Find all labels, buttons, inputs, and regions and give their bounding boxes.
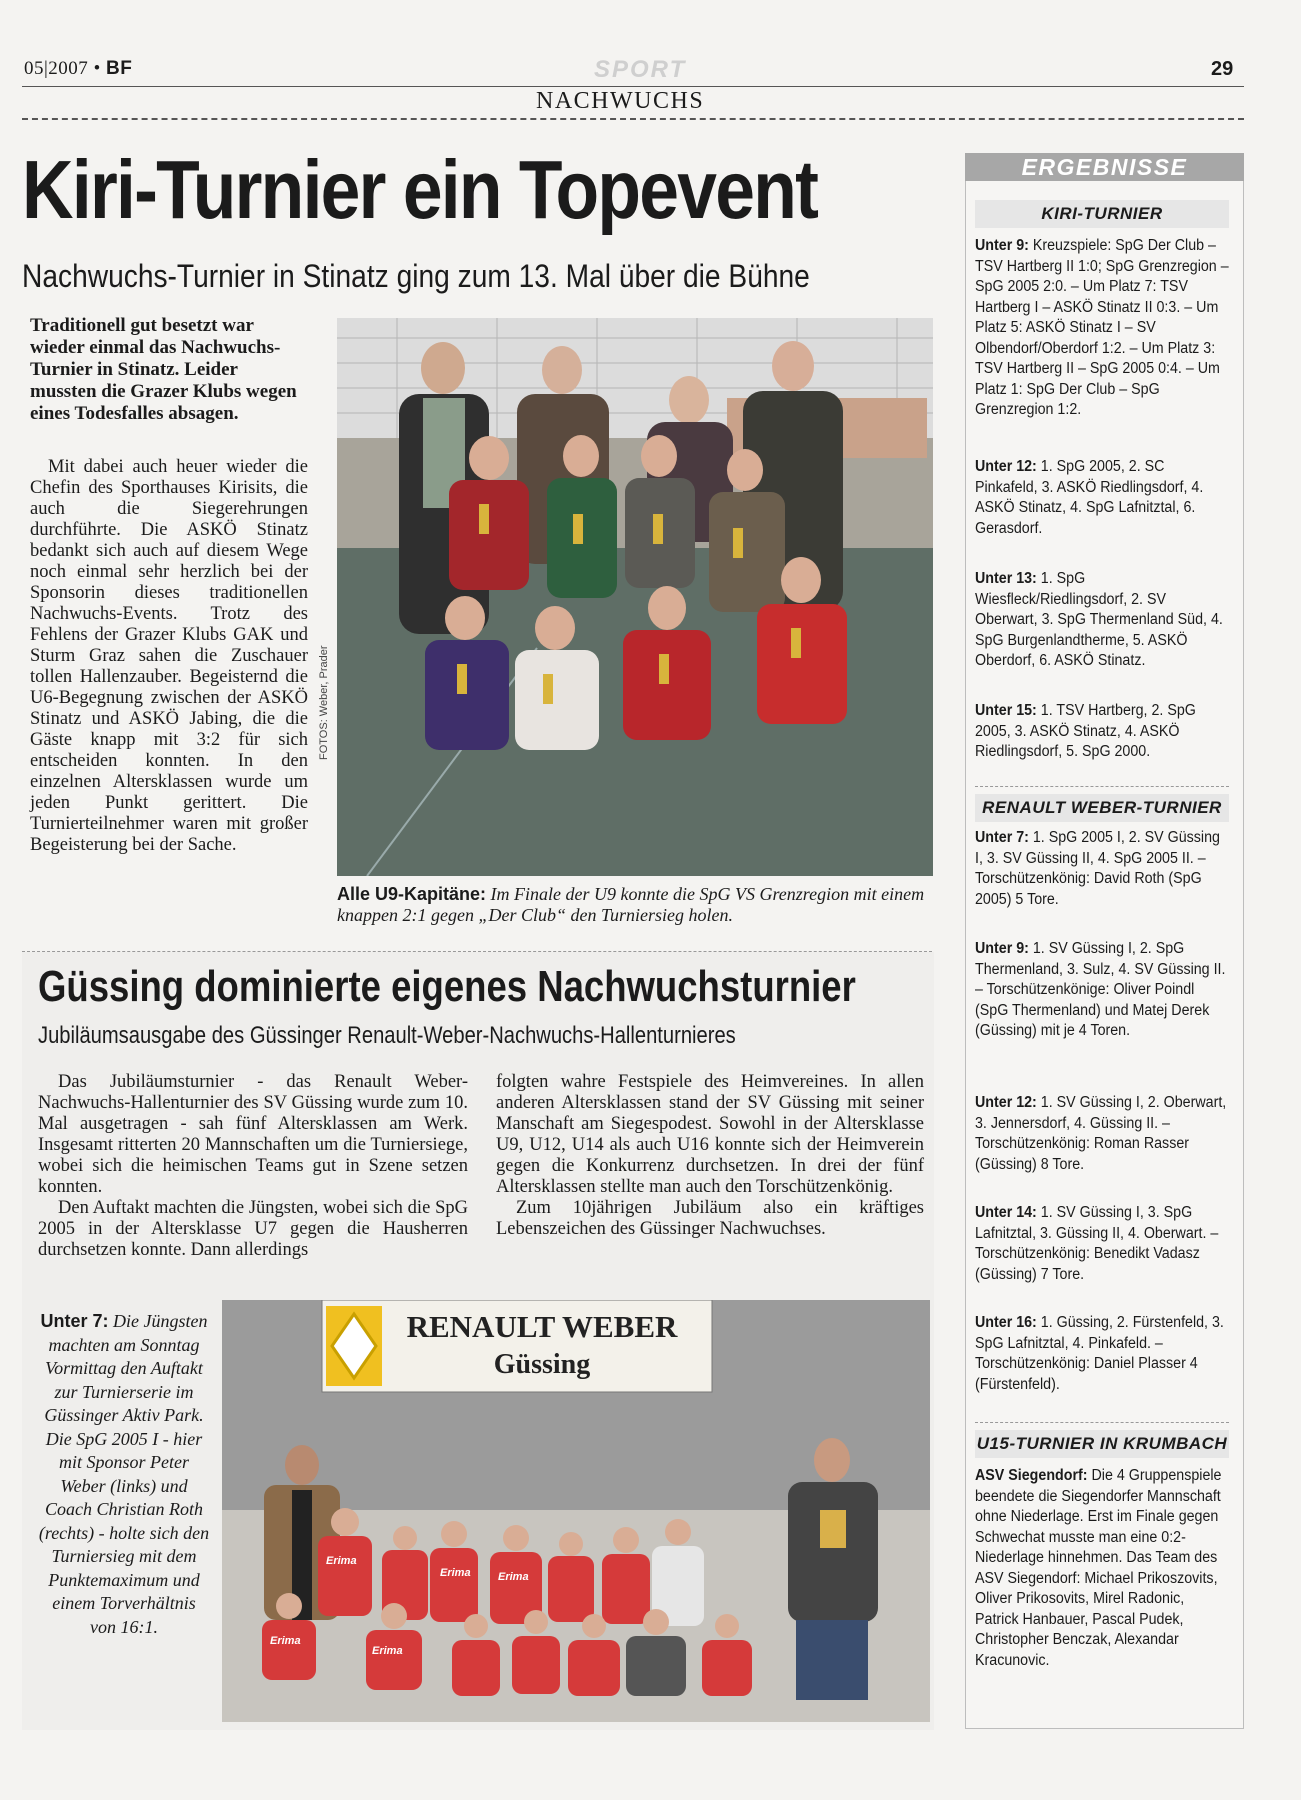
banner-line-2: Güssing	[493, 1349, 591, 1380]
shirt-print: Erima	[270, 1635, 301, 1647]
photo-credit: FOTOS: Weber, Prader	[318, 645, 330, 760]
caption-label: Unter 7:	[40, 1311, 109, 1331]
shirt-print: Erima	[372, 1645, 403, 1657]
issue-header	[24, 58, 132, 80]
page-number: 29	[1211, 58, 1234, 80]
article2-subheadline: Jubiläumsausgabe des Güssinger Renault-Weber-Nachwuchs-Hallenturnieres	[38, 1022, 736, 1049]
sidebar-divider	[975, 786, 1229, 787]
result-u13: Unter 13: 1. SpG Wiesfleck/Riedlingsdorf, 2. SV Oberwart, 3. SpG Thermenland Süd, 4. SpG Burgenlandtherme, 5. ASKÖ Oberdorf, 6. ASKÖ Stinatz.	[975, 570, 1223, 669]
article2-column-1	[38, 1072, 468, 1261]
article-divider	[22, 951, 932, 952]
kiri-section-heading: KIRI-TURNIER	[975, 200, 1229, 228]
result-u9: Unter 9: Kreuzspiele: SpG Der Club – TSV Hartberg II 1:0; SpG Grenzregion – SpG 2005 2:0. – Um Platz 7: TSV Hartberg I – ASKÖ Stinatz II 0:3. – Um Platz 5: ASKÖ Stinatz I – SV Olbendorf/Oberdorf 1:2. – Um Platz 3: TSV Hartberg II – SpG 2005 0:4. – Um Platz 1: SpG Der Club – SpG Grenzregion 1:2.	[975, 237, 1229, 418]
result-renault-u7: Unter 7: 1. SpG 2005 I, 2. SV Güssing I, 3. SV Güssing II, 4. SpG 2005 II. – Torschützenkönig: David Roth (SpG 2005) 5 Tore.	[975, 829, 1220, 908]
article2-paragraph: Das Jubiläumsturnier - das Renault Weber-Nachwuchs-Hallenturnier des SV Güssing wurde zum 10. Mal ausgetragen - sah fünf Altersklassen am Werk. Insgesamt ritterten 20 Mannschaften um die Turniersiege, wobei sich die heimischen Teams gut in Szene setzen konnten.	[38, 1072, 468, 1197]
article2-paragraph: Den Auftakt machten die Jüngsten, wobei sich die SpG 2005 in der Altersklasse U7 gegen die Hausherren durchsetzen konnte. Dann allerdings	[38, 1198, 468, 1260]
sidebar-divider	[975, 1422, 1229, 1423]
result-asv-siegendorf: ASV Siegendorf: Die 4 Gruppenspiele beendete die Siegendorfer Mannschaft ohne Niederlage. Erst im Finale gegen Schwechat musste man eine 0:2-Niederlage hinnehmen. Das Team des ASV Siegendorf: Michael Prikoszovits, Oliver Prikosovits, Mirel Radonic, Patrick Hanbauer, Pascal Pudek, Christopher Benczak, Alexandar Kracunovic.	[975, 1467, 1222, 1669]
header-bullet: •	[93, 58, 101, 79]
photo-caption	[337, 884, 937, 926]
result-renault-u12: Unter 12: 1. SV Güssing I, 2. Oberwart, 3. Jennersdorf, 4. Güssing II. – Torschützenkönig: Roman Rasser (Güssing) 8 Tore.	[975, 1094, 1227, 1173]
team-photo-u7-guessing	[222, 1300, 930, 1722]
shirt-print: Erima	[326, 1555, 357, 1567]
photo-illustration	[337, 318, 933, 876]
article2-headline: Güssing dominierte eigenes Nachwuchsturnier	[38, 962, 856, 1011]
header-dashed-rule	[22, 118, 1244, 120]
article-headline: Kiri-Turnier ein Topevent	[22, 143, 818, 236]
caption-label: Alle U9-Kapitäne:	[337, 884, 487, 904]
section-label: SPORT	[594, 56, 687, 83]
article-lead: Traditionell gut besetzt war wieder einmal das Nachwuchs-Turnier in Stinatz. Leider mussten die Grazer Klubs wegen eines Todesfalles absagen.	[30, 315, 297, 424]
article2-paragraph: folgten wahre Festspiele des Heimvereines. In allen anderen Altersklassen stand der SV Güssing mit seiner Manschaft am Siegespodest. Sowohl in der Altersklasse U9, U12, U14 als auch U16 konnte sich der Heimverein gegen die Konkurrenz durchsetzen. In drei der fünf Altersklassen stellte man auch den Torschützenkönig.	[496, 1072, 924, 1197]
banner-line-1: RENAULT WEBER	[406, 1309, 678, 1344]
subsection-title: NACHWUCHS	[536, 88, 705, 114]
caption-text: Die Jüngsten machten am Sonntag Vormittag den Auftakt zur Turnierserie im Güssinger Aktiv Park. Die SpG 2005 I - hier mit Sponsor Peter Weber (links) und Coach Christian Roth (rechts) - holte sich den Turniersieg mit dem Punktemaximum und einem Torverhältnis von 16:1.	[38, 1311, 210, 1637]
team-photo-u9-captains	[337, 318, 933, 876]
issue-number: 05|2007	[24, 58, 89, 79]
photo-illustration	[222, 1300, 930, 1722]
article2-paragraph: Zum 10jährigen Jubiläum also ein kräftiges Lebenszeichen des Güssinger Nachwuchses.	[496, 1198, 924, 1239]
shirt-print: Erima	[440, 1567, 471, 1579]
article-subheadline: Nachwuchs-Turnier in Stinatz ging zum 13. Mal über die Bühne	[22, 258, 810, 294]
renault-section-heading: RENAULT WEBER-TURNIER	[975, 794, 1229, 822]
result-renault-u16: Unter 16: 1. Güssing, 2. Fürstenfeld, 3. SpG Lafnitztal, 4. Pinkafeld. – Torschützenkönig: Daniel Plasser 4 (Fürstenfeld).	[975, 1314, 1224, 1393]
krumbach-section-heading: U15-TURNIER IN KRUMBACH	[975, 1430, 1229, 1458]
sidebar-title: ERGEBNISSE	[965, 153, 1244, 181]
paper-name: BF	[105, 58, 133, 79]
shirt-print: Erima	[498, 1571, 529, 1583]
result-u12: Unter 12: 1. SpG 2005, 2. SC Pinkafeld, 3. ASKÖ Riedlingsdorf, 4. ASKÖ Stinatz, 4. SpG Lafnitztal, 6. Gerasdorf.	[975, 458, 1204, 537]
result-renault-u9: Unter 9: 1. SV Güssing I, 2. SpG Thermenland, 3. Sulz, 4. SV Güssing II. – Torschützenkönige: Oliver Poindl (SpG Thermenland) und Matej Derek (Güssing) mit je 4 Toren.	[975, 940, 1226, 1039]
caption-text: Im Finale der U9 konnte die SpG VS Grenzregion mit einem knappen 2:1 gegen „Der Club“ den Turniersieg holen.	[337, 884, 925, 925]
result-u15: Unter 15: 1. TSV Hartberg, 2. SpG 2005, 3. ASKÖ Stinatz, 4. ASKÖ Riedlingsdorf, 5. SpG 2000.	[975, 702, 1196, 760]
photo2-caption	[38, 1310, 210, 1639]
article2-column-2	[496, 1072, 924, 1240]
header-rule	[22, 86, 1244, 87]
article-body: Mit dabei auch heuer wieder die Chefin des Sporthauses Kirisits, die auch die Siegerehrungen durchführte. Die ASKÖ Stinatz bedankt sich auch auf diesem Wege noch einmal sehr herzlich bei der Sponsorin dieses traditionellen Nachwuchs-Events. Trotz des Fehlens der Grazer Klubs GAK und Sturm Graz sahen die Zuschauer tollen Hallenzauber. Begeisternd die U6-Begegnung zwischen der ASKÖ Stinatz und ASKÖ Jabing, die die Gäste knapp mit 3:2 für sich entscheiden konnten. In den einzelnen Altersklassen wurde um jeden Punkt gerittert. Die Turnierteilnehmer waren mit großer Begeisterung bei der Sache.	[30, 457, 308, 855]
result-renault-u14: Unter 14: 1. SV Güssing I, 3. SpG Lafnitztal, 3. Güssing II, 4. Oberwart. – Torschützenkönig: Benedikt Vadasz (Güssing) 7 Tore.	[975, 1204, 1219, 1283]
